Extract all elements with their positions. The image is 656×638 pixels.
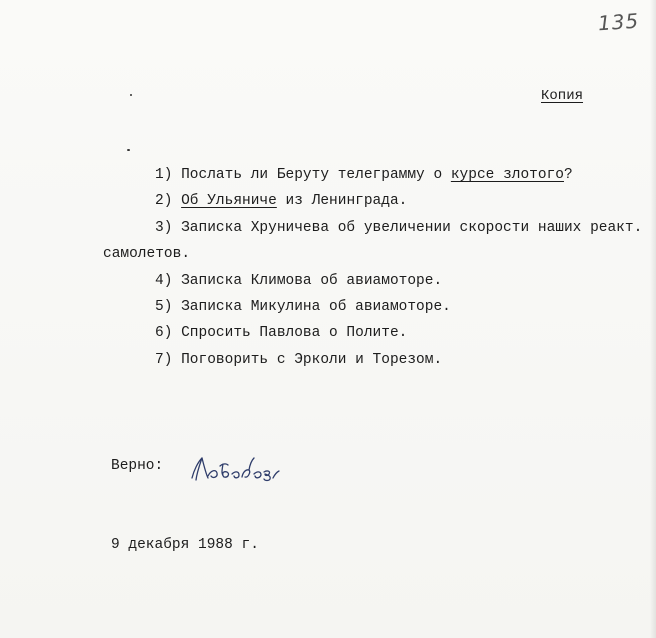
paper-speck bbox=[127, 149, 130, 151]
agenda-item-3 bbox=[155, 219, 642, 237]
item-text: Поговорить с Эрколи и Торезом. bbox=[181, 352, 443, 368]
paper-speck bbox=[130, 94, 132, 96]
copy-label: Копия bbox=[541, 88, 584, 104]
page-edge-shadow bbox=[650, 0, 656, 638]
agenda-item-6 bbox=[155, 324, 407, 342]
item-text: Записка Хруничева об увеличении скорости наших реакт. bbox=[181, 220, 643, 236]
item-number: 6) bbox=[155, 325, 173, 341]
item-text-post: ? bbox=[563, 167, 573, 183]
item-number: 3) bbox=[155, 220, 173, 236]
item-text: Спросить Павлова о Полите. bbox=[181, 325, 408, 341]
item-number: 2) bbox=[155, 193, 173, 209]
item-underlined-text: Об Ульяниче bbox=[181, 193, 277, 209]
item-underlined-text: курсе злотого bbox=[450, 167, 564, 183]
agenda-item-4 bbox=[155, 272, 442, 290]
agenda-item-7 bbox=[155, 351, 442, 369]
agenda-item-5 bbox=[155, 298, 451, 316]
agenda-item-2 bbox=[155, 192, 407, 210]
item-number: 5) bbox=[155, 299, 173, 315]
item-number: 7) bbox=[155, 352, 173, 368]
page-number: 135 bbox=[597, 8, 640, 36]
item-text-pre: Послать ли Беруту телеграмму о bbox=[181, 167, 451, 183]
item-number: 4) bbox=[155, 273, 173, 289]
item-text: Записка Микулина об авиамоторе. bbox=[181, 299, 451, 315]
item-number: 1) bbox=[155, 167, 173, 183]
attestation-label: Верно: bbox=[111, 458, 164, 474]
handwritten-signature bbox=[186, 452, 282, 491]
document-date: 9 декабря 1988 г. bbox=[111, 537, 259, 553]
item-text: Записка Климова об авиамоторе. bbox=[181, 273, 443, 289]
agenda-item-1 bbox=[155, 166, 573, 184]
agenda-item-3-continuation: самолетов. bbox=[103, 246, 191, 262]
item-text-post: из Ленинграда. bbox=[276, 193, 408, 209]
